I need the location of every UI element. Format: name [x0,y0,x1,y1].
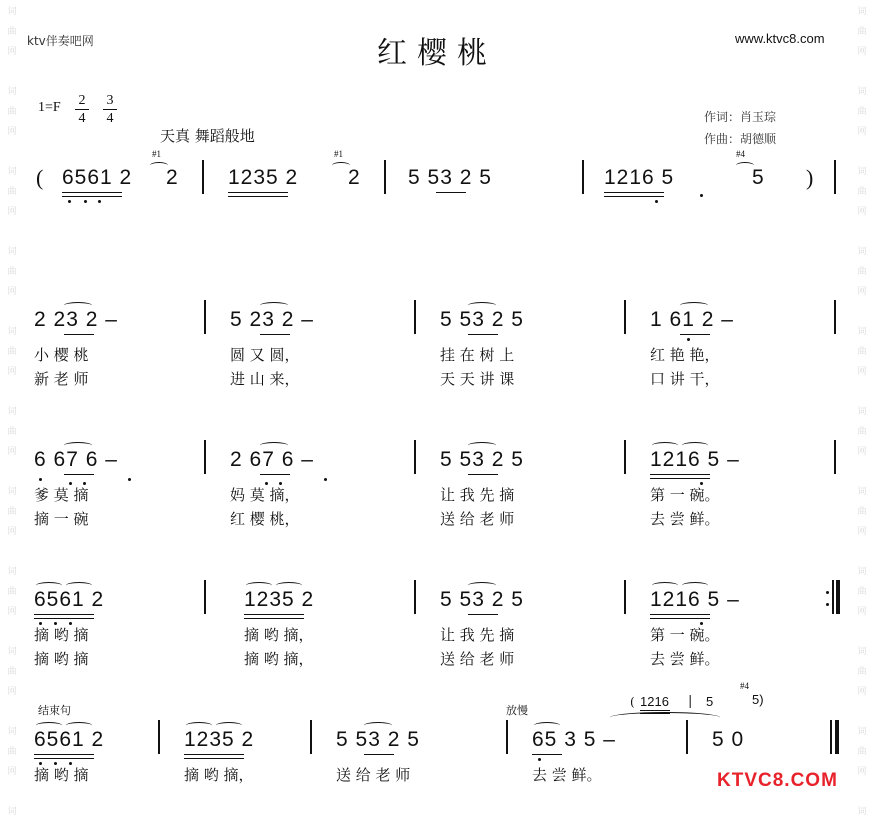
low-octave-dot [69,762,72,765]
watermark-char: 网 [7,287,17,297]
watermark-char: 词 [857,567,867,577]
line2-verse2-m4: 去 尝 鲜。 [650,510,720,528]
lyricist-credit: 作词：肖玉琮 [704,110,777,124]
line2-measure-4: 1216 5 – [650,448,740,471]
low-octave-dot [84,200,87,203]
line2-measure-1: 6 67 6 – [34,448,118,471]
low-octave-dot [39,762,42,765]
barline [202,160,204,194]
slur [36,582,62,589]
ossia-grace: #4 [740,681,749,691]
slur [276,582,302,589]
watermark-char: 曲 [7,267,17,277]
intro-tail-1: 2 [166,166,179,189]
low-octave-dot [538,758,541,761]
watermark-char: 曲 [7,27,17,37]
barline [834,160,836,194]
slur [682,582,708,589]
line2-verse1-m3: 让 我 先 摘 [440,486,515,504]
line2-measure-2: 2 67 6 – [230,448,314,471]
repeat-dot [826,591,829,594]
line4-lyric-m2: 摘 哟 摘， [184,766,254,784]
line2-verse1-m1: 爹 莫 摘 [34,486,89,504]
underline [468,614,498,615]
intro-open-paren: ( [36,165,44,190]
watermark-char: 网 [7,367,17,377]
watermark-char: 曲 [857,427,867,437]
low-octave-dot [54,762,57,765]
slur [186,722,212,729]
site-url: www.ktvc8.com [735,31,825,46]
underline [260,334,290,335]
watermark-char: 网 [7,47,17,57]
watermark-right [850,0,874,818]
watermark-char: 词 [857,87,867,97]
slur [64,302,92,309]
watermark-char: 词 [7,487,17,497]
barline [832,580,834,614]
slur [680,302,708,309]
watermark-char: 网 [857,47,867,57]
line2-verse2-m1: 摘 一 碗 [34,510,89,528]
slow-down-label: 放慢 [506,704,528,717]
watermark-char: 词 [857,247,867,257]
watermark-left [0,0,24,818]
underline [64,334,94,335]
low-octave-dot [655,200,658,203]
intro-tail-2: 2 [348,166,361,189]
watermark-char: 曲 [7,107,17,117]
watermark-char: 曲 [7,747,17,757]
underline [436,192,466,193]
watermark-char: 网 [7,207,17,217]
barline [310,720,312,754]
watermark-char: 曲 [7,507,17,517]
slur [216,722,242,729]
line3-verse1-m2: 摘 哟 摘， [244,626,314,644]
slur [150,162,168,169]
line1-measure-3: 5 53 2 5 [440,308,524,331]
underline [244,614,304,615]
watermark-char: 词 [7,647,17,657]
ossia-open: ( [630,695,635,709]
line2-verse2-m3: 送 给 老 师 [440,510,515,528]
line3-verse1-m4: 第 一 碗。 [650,626,720,644]
site-name-left: ktv伴奏吧网 [27,34,94,48]
intro-grace-1: #1 [152,149,161,159]
slur [468,582,496,589]
slur [246,582,272,589]
line1-measure-1: 2 23 2 – [34,308,118,331]
slur [332,162,350,169]
watermark-char: 曲 [857,347,867,357]
line4-measure-1: 6561 2 [34,728,105,751]
barline-thick [835,720,839,754]
line1-verse2-m1: 新 老 师 [34,370,89,388]
watermark-char: 词 [7,87,17,97]
watermark-char: 曲 [857,107,867,117]
underline [468,474,498,475]
low-octave-dot [39,478,42,481]
barline [414,440,416,474]
line4-measure-5: 5 0 [712,728,745,751]
barline [384,160,386,194]
slur [652,582,678,589]
intro-measure-3: 5 53 2 5 [408,166,492,189]
slur [364,722,392,729]
slur [682,442,708,449]
underline [62,192,122,193]
watermark-char: 词 [7,807,17,817]
line1-verse2-m2: 进 山 来， [230,370,300,388]
slur [66,582,92,589]
watermark-char: 曲 [7,587,17,597]
watermark-char: 词 [857,7,867,17]
line3-measure-1: 6561 2 [34,588,105,611]
watermark-char: 词 [857,167,867,177]
line1-verse1-m3: 挂 在 树 上 [440,346,515,364]
repeat-dot [826,603,829,606]
low-octave-dot [265,482,268,485]
underline [650,614,710,615]
watermark-char: 网 [7,527,17,537]
underline [62,196,122,197]
line3-verse2-m3: 送 给 老 师 [440,650,515,668]
watermark-char: 曲 [7,187,17,197]
watermark-char: 网 [7,447,17,457]
barline-thick [836,580,840,614]
song-title: 红樱桃 [377,36,497,71]
line1-verse1-m4: 红 艳 艳， [650,346,720,364]
ossia-notes: 1216 [640,694,669,709]
intro-close-paren: ) [806,165,814,190]
watermark-char: 词 [857,327,867,337]
watermark-char: 网 [857,447,867,457]
line1-verse2-m3: 天 天 讲 课 [440,370,515,388]
line2-measure-3: 5 53 2 5 [440,448,524,471]
line2-verse1-m2: 妈 莫 摘， [230,486,300,504]
watermark-char: 词 [7,247,17,257]
watermark-char: 词 [857,647,867,657]
underline [260,474,290,475]
underline [34,758,94,759]
underline [650,618,710,619]
low-octave-dot [68,200,71,203]
watermark-char: 词 [857,407,867,417]
low-octave-dot [128,478,131,481]
low-octave-dot [39,622,42,625]
line3-measure-4: 1216 5 – [650,588,740,611]
time-signature-2-4: 2 4 [75,93,89,126]
underline [34,618,94,619]
low-octave-dot [324,478,327,481]
line4-measure-3: 5 53 2 5 [336,728,420,751]
line3-verse2-m4: 去 尝 鲜。 [650,650,720,668]
ending-label: 结束句 [38,704,71,717]
watermark-char: 词 [857,487,867,497]
watermark-char: 网 [857,767,867,777]
line1-verse2-m4: 口 讲 干， [650,370,720,388]
watermark-char: 网 [857,367,867,377]
ossia-tail: 5) [752,692,764,707]
slur [736,162,754,169]
slur [66,722,92,729]
barline [204,300,206,334]
intro-measure-1: 6561 2 [62,166,133,189]
barline [624,580,626,614]
line4-lyric-m1: 摘 哟 摘 [34,766,89,784]
slur [64,442,92,449]
watermark-char: 曲 [7,347,17,357]
line3-verse1-m3: 让 我 先 摘 [440,626,515,644]
low-octave-dot [279,482,282,485]
time-signature-3-4: 3 4 [103,93,117,126]
tempo-marking: 天真 舞蹈般地 [160,127,255,145]
watermark-char: 网 [7,767,17,777]
barline [834,300,836,334]
underline [184,754,244,755]
low-octave-dot [700,622,703,625]
slur [468,302,496,309]
barline [686,720,688,754]
watermark-char: 曲 [857,27,867,37]
line3-verse2-m2: 摘 哟 摘， [244,650,314,668]
watermark-char: 曲 [857,667,867,677]
watermark-char: 词 [7,327,17,337]
intro-measure-2: 1235 2 [228,166,299,189]
intro-grace-4: #4 [736,149,745,159]
watermark-char: 网 [857,607,867,617]
underline [650,478,710,479]
intro-tail-4: 5 [752,166,765,189]
watermark-char: 网 [857,127,867,137]
line1-verse1-m2: 圆 又 圆， [230,346,300,364]
barline [204,580,206,614]
watermark-char: 词 [7,567,17,577]
watermark-char: 网 [857,207,867,217]
underline [604,196,664,197]
underline [680,334,710,335]
watermark-char: 曲 [857,187,867,197]
low-octave-dot [700,482,703,485]
line3-measure-2: 1235 2 [244,588,315,611]
watermark-char: 词 [857,727,867,737]
underline [640,710,670,711]
underline [244,618,304,619]
barline [830,720,832,754]
barline [158,720,160,754]
underline [468,334,498,335]
slur [652,442,678,449]
line4-lyric-m3: 送 给 老 师 [336,766,411,784]
watermark-char: 网 [7,127,17,137]
low-octave-dot [687,338,690,341]
line1-verse1-m1: 小 樱 桃 [34,346,89,364]
barline [414,300,416,334]
composer-credit: 作曲：胡德顺 [704,132,777,146]
line1-measure-2: 5 23 2 – [230,308,314,331]
low-octave-dot [83,482,86,485]
line4-lyric-m4: 去 尝 鲜。 [532,766,602,784]
line3-verse2-m1: 摘 哟 摘 [34,650,89,668]
line3-measure-3: 5 53 2 5 [440,588,524,611]
line4-measure-4: 65 3 5 – [532,728,616,751]
barline [624,300,626,334]
underline [34,614,94,615]
line2-verse1-m4: 第 一 碗。 [650,486,720,504]
watermark-char: 词 [7,7,17,17]
watermark-char: 曲 [857,747,867,757]
line1-measure-4: 1 61 2 – [650,308,734,331]
low-octave-dot [700,194,703,197]
tie [610,712,720,723]
watermark-char: 网 [857,287,867,297]
low-octave-dot [69,482,72,485]
barline [414,580,416,614]
watermark-char: 词 [857,807,867,817]
watermark-char: 曲 [857,587,867,597]
underline [228,196,288,197]
underline [64,474,94,475]
ossia-sep: | [688,694,693,709]
watermark-char: 词 [7,407,17,417]
watermark-char: 网 [857,527,867,537]
ossia-note2: 5 [706,694,714,709]
underline [364,754,394,755]
watermark-char: 词 [7,727,17,737]
watermark-char: 曲 [7,667,17,677]
underline [34,754,94,755]
key-signature: 1=F [38,100,61,115]
low-octave-dot [69,622,72,625]
underline [604,192,664,193]
slur [36,722,62,729]
slur [260,302,288,309]
watermark-char: 网 [7,607,17,617]
barline [834,440,836,474]
underline [184,758,244,759]
watermark-char: 网 [7,687,17,697]
underline [532,754,562,755]
line2-verse2-m2: 红 樱 桃， [230,510,300,528]
watermark-char: 曲 [857,267,867,277]
watermark-char: 曲 [7,427,17,437]
line4-measure-2: 1235 2 [184,728,255,751]
low-octave-dot [54,622,57,625]
underline [228,192,288,193]
barline [582,160,584,194]
barline [624,440,626,474]
barline [506,720,508,754]
line3-verse1-m1: 摘 哟 摘 [34,626,89,644]
watermark-char: 曲 [857,507,867,517]
watermark-char: 网 [857,687,867,697]
barline [204,440,206,474]
low-octave-dot [98,200,101,203]
slur [534,722,560,729]
watermark-char: 词 [7,167,17,177]
intro-measure-4: 1216 5 [604,166,675,189]
site-logo: KTVC8.COM [717,770,838,791]
underline [650,474,710,475]
slur [468,442,496,449]
intro-grace-2: #1 [334,149,343,159]
slur [260,442,288,449]
